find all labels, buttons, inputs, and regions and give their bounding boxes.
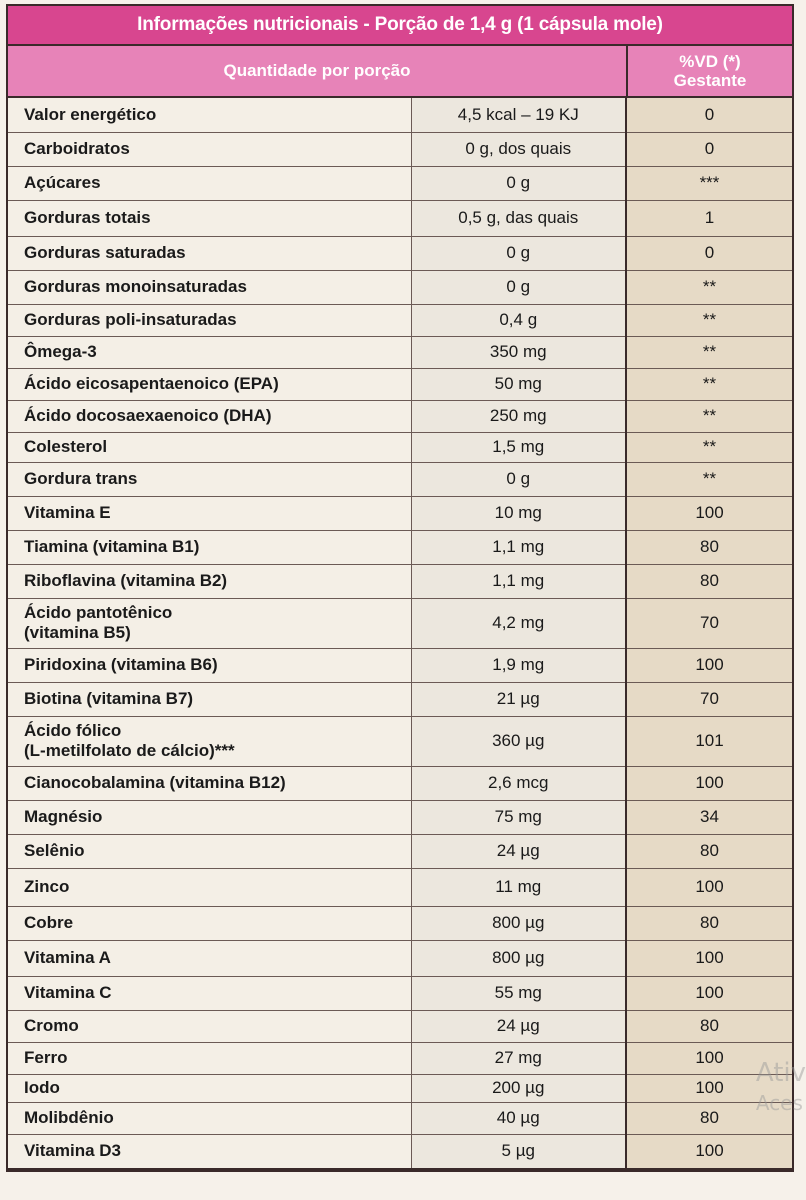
- nutrient-name-text: Ácido docosaexaenoico (DHA): [24, 406, 272, 425]
- nutrient-name-text: Zinco: [24, 877, 70, 896]
- nutrient-name: [8, 336, 411, 368]
- table-row: [8, 1010, 792, 1042]
- nutrient-quantity: 360 µg: [411, 716, 626, 766]
- nutrient-daily-value: 0: [626, 132, 792, 166]
- nutrient-quantity: 1,1 mg: [411, 564, 626, 598]
- nutrient-name-subtext: (vitamina B5): [24, 623, 131, 642]
- nutrient-name-text: Colesterol: [24, 437, 108, 456]
- nutrient-quantity: 40 µg: [411, 1102, 626, 1134]
- nutrition-table: [8, 98, 792, 1170]
- nutrient-name-text: Iodo: [24, 1078, 60, 1097]
- table-row: [8, 400, 792, 432]
- nutrient-quantity: 0 g: [411, 462, 626, 496]
- table-row: [8, 496, 792, 530]
- nutrient-name-text: Gordura trans: [24, 469, 138, 488]
- nutrient-name: [8, 270, 411, 304]
- table-row: [8, 530, 792, 564]
- nutrient-name: [8, 648, 411, 682]
- nutrient-daily-value: 100: [626, 940, 792, 976]
- table-row: [8, 868, 792, 906]
- nutrient-name: [8, 200, 411, 236]
- nutrient-daily-value: 101: [626, 716, 792, 766]
- nutrient-name-text: Magnésio: [24, 807, 103, 826]
- nutrient-name: [8, 304, 411, 336]
- nutrient-quantity: 1,5 mg: [411, 432, 626, 462]
- nutrient-daily-value: 34: [626, 800, 792, 834]
- nutrient-daily-value: 100: [626, 1134, 792, 1169]
- nutrient-name: [8, 236, 411, 270]
- table-row: [8, 166, 792, 200]
- nutrient-name: [8, 598, 411, 648]
- nutrient-daily-value: **: [626, 368, 792, 400]
- table-row: [8, 976, 792, 1010]
- table-row: [8, 682, 792, 716]
- nutrient-daily-value: ***: [626, 166, 792, 200]
- table-row: [8, 304, 792, 336]
- nutrient-name-text: Gorduras monoinsaturadas: [24, 277, 247, 296]
- nutrient-name: [8, 496, 411, 530]
- nutrient-name: [8, 1134, 411, 1169]
- nutrient-name: [8, 834, 411, 868]
- nutrient-quantity: 4,2 mg: [411, 598, 626, 648]
- nutrient-name-text: Vitamina A: [24, 948, 111, 967]
- nutrient-name-text: Cromo: [24, 1016, 79, 1035]
- table-row: [8, 834, 792, 868]
- nutrient-name-subtext: (L-metilfolato de cálcio)***: [24, 741, 235, 760]
- watermark-line-2: Aces: [755, 1091, 803, 1115]
- nutrient-daily-value: 100: [626, 1042, 792, 1074]
- nutrient-quantity: 5 µg: [411, 1134, 626, 1169]
- nutrient-quantity: 2,6 mcg: [411, 766, 626, 800]
- nutrient-name-text: Cobre: [24, 913, 74, 932]
- nutrient-quantity: 800 µg: [411, 906, 626, 940]
- nutrient-quantity: 1,9 mg: [411, 648, 626, 682]
- nutrient-daily-value: 80: [626, 564, 792, 598]
- nutrient-quantity: 4,5 kcal – 19 KJ: [411, 98, 626, 132]
- nutrient-name: [8, 132, 411, 166]
- nutrient-daily-value: 0: [626, 236, 792, 270]
- nutrient-name-text: Carboidratos: [24, 139, 130, 158]
- nutrient-name: [8, 564, 411, 598]
- header-daily-value: [628, 46, 792, 96]
- nutrient-daily-value: **: [626, 432, 792, 462]
- table-row: [8, 132, 792, 166]
- nutrient-daily-value: 100: [626, 976, 792, 1010]
- nutrient-daily-value: 0: [626, 98, 792, 132]
- table-row: [8, 200, 792, 236]
- nutrient-daily-value: 80: [626, 530, 792, 564]
- nutrient-name-text: Vitamina D3: [24, 1141, 122, 1161]
- nutrient-name-text: Molibdênio: [24, 1108, 114, 1127]
- table-row: [8, 906, 792, 940]
- nutrient-daily-value: **: [626, 304, 792, 336]
- nutrient-quantity: 11 mg: [411, 868, 626, 906]
- nutrient-quantity: 200 µg: [411, 1074, 626, 1102]
- table-header: [8, 46, 792, 98]
- nutrient-quantity: 0,5 g, das quais: [411, 200, 626, 236]
- table-row: [8, 98, 792, 132]
- nutrient-name-text: Vitamina C: [24, 983, 112, 1002]
- nutrient-name-text: Ferro: [24, 1048, 68, 1067]
- nutrient-daily-value: 70: [626, 682, 792, 716]
- nutrient-name: [8, 1074, 411, 1102]
- nutrient-daily-value: 100: [626, 766, 792, 800]
- nutrient-daily-value: 100: [626, 496, 792, 530]
- nutrient-quantity: 75 mg: [411, 800, 626, 834]
- nutrient-name-text: Riboflavina (vitamina B2): [24, 571, 228, 590]
- table-row: [8, 368, 792, 400]
- nutrition-facts-panel: [6, 4, 794, 1172]
- nutrient-quantity: 24 µg: [411, 834, 626, 868]
- nutrient-quantity: 0 g: [411, 270, 626, 304]
- nutrient-quantity: 50 mg: [411, 368, 626, 400]
- table-row: [8, 598, 792, 648]
- nutrition-title: Informações nutricionais - Porção de 1,4 g (1 cápsula mole): [8, 6, 792, 46]
- nutrient-name: [8, 530, 411, 564]
- nutrient-daily-value: **: [626, 400, 792, 432]
- nutrient-quantity: 250 mg: [411, 400, 626, 432]
- nutrient-name: [8, 906, 411, 940]
- nutrient-name: [8, 432, 411, 462]
- header-vd-label: %VD (*): [679, 52, 741, 71]
- nutrient-name-text: Piridoxina (vitamina B6): [24, 655, 218, 674]
- nutrient-quantity: 0 g: [411, 166, 626, 200]
- header-vd-group: Gestante: [673, 71, 747, 90]
- table-row: [8, 236, 792, 270]
- nutrient-quantity: 800 µg: [411, 940, 626, 976]
- nutrient-quantity: 350 mg: [411, 336, 626, 368]
- nutrient-name-text: Selênio: [24, 841, 85, 860]
- nutrient-daily-value: 70: [626, 598, 792, 648]
- nutrient-daily-value: 80: [626, 1102, 792, 1134]
- nutrient-name: [8, 716, 411, 766]
- nutrient-name: [8, 766, 411, 800]
- nutrient-name-text: Açúcares: [24, 173, 101, 192]
- table-row: [8, 648, 792, 682]
- nutrient-name-text: Ácido fólico: [24, 721, 122, 740]
- nutrient-name-text: Gorduras poli-insaturadas: [24, 310, 237, 329]
- table-row: [8, 270, 792, 304]
- nutrient-name-text: Biotina (vitamina B7): [24, 689, 194, 708]
- table-row: [8, 716, 792, 766]
- nutrient-name: [8, 1102, 411, 1134]
- table-row: [8, 462, 792, 496]
- nutrient-daily-value: 100: [626, 868, 792, 906]
- table-row: [8, 432, 792, 462]
- nutrient-quantity: 21 µg: [411, 682, 626, 716]
- nutrient-name: [8, 1010, 411, 1042]
- nutrient-quantity: 0,4 g: [411, 304, 626, 336]
- table-row: [8, 800, 792, 834]
- nutrient-quantity: 0 g, dos quais: [411, 132, 626, 166]
- nutrient-name-text: Valor energético: [24, 104, 157, 124]
- nutrient-name: [8, 166, 411, 200]
- nutrient-daily-value: 80: [626, 906, 792, 940]
- nutrient-quantity: 0 g: [411, 236, 626, 270]
- nutrient-name: [8, 940, 411, 976]
- nutrient-name: [8, 1042, 411, 1074]
- table-row: [8, 766, 792, 800]
- nutrient-daily-value: **: [626, 462, 792, 496]
- table-row: [8, 1042, 792, 1074]
- nutrient-daily-value: 1: [626, 200, 792, 236]
- nutrient-name-text: Ômega-3: [24, 342, 97, 361]
- nutrient-daily-value: 80: [626, 834, 792, 868]
- nutrient-quantity: 10 mg: [411, 496, 626, 530]
- nutrient-name-text: Tiamina (vitamina B1): [24, 537, 200, 556]
- table-row: [8, 336, 792, 368]
- nutrient-name-text: Gorduras totais: [24, 208, 151, 227]
- nutrient-name: [8, 976, 411, 1010]
- nutrient-name-text: Vitamina E: [24, 503, 111, 522]
- nutrient-name-text: Ácido pantotênico: [24, 603, 173, 622]
- nutrient-name-text: Gorduras saturadas: [24, 243, 186, 262]
- nutrient-name: [8, 868, 411, 906]
- table-row: [8, 564, 792, 598]
- table-row: [8, 1102, 792, 1134]
- nutrient-name: [8, 682, 411, 716]
- table-row: [8, 1134, 792, 1169]
- header-quantity: Quantidade por porção: [8, 46, 628, 96]
- nutrient-quantity: 55 mg: [411, 976, 626, 1010]
- nutrient-name-text: Cianocobalamina (vitamina B12): [24, 773, 286, 792]
- nutrient-quantity: 24 µg: [411, 1010, 626, 1042]
- nutrient-daily-value: 100: [626, 1074, 792, 1102]
- nutrient-name: [8, 98, 411, 132]
- nutrient-daily-value: **: [626, 336, 792, 368]
- nutrient-daily-value: 100: [626, 648, 792, 682]
- nutrient-daily-value: 80: [626, 1010, 792, 1042]
- nutrient-name: [8, 400, 411, 432]
- table-row: [8, 940, 792, 976]
- nutrient-daily-value: **: [626, 270, 792, 304]
- nutrient-name: [8, 368, 411, 400]
- nutrient-name: [8, 800, 411, 834]
- nutrient-name: [8, 462, 411, 496]
- table-row: [8, 1074, 792, 1102]
- watermark-line-1: Ativ: [755, 1058, 806, 1088]
- nutrient-quantity: 1,1 mg: [411, 530, 626, 564]
- nutrient-name-text: Ácido eicosapentaenoico (EPA): [24, 374, 279, 393]
- nutrient-quantity: 27 mg: [411, 1042, 626, 1074]
